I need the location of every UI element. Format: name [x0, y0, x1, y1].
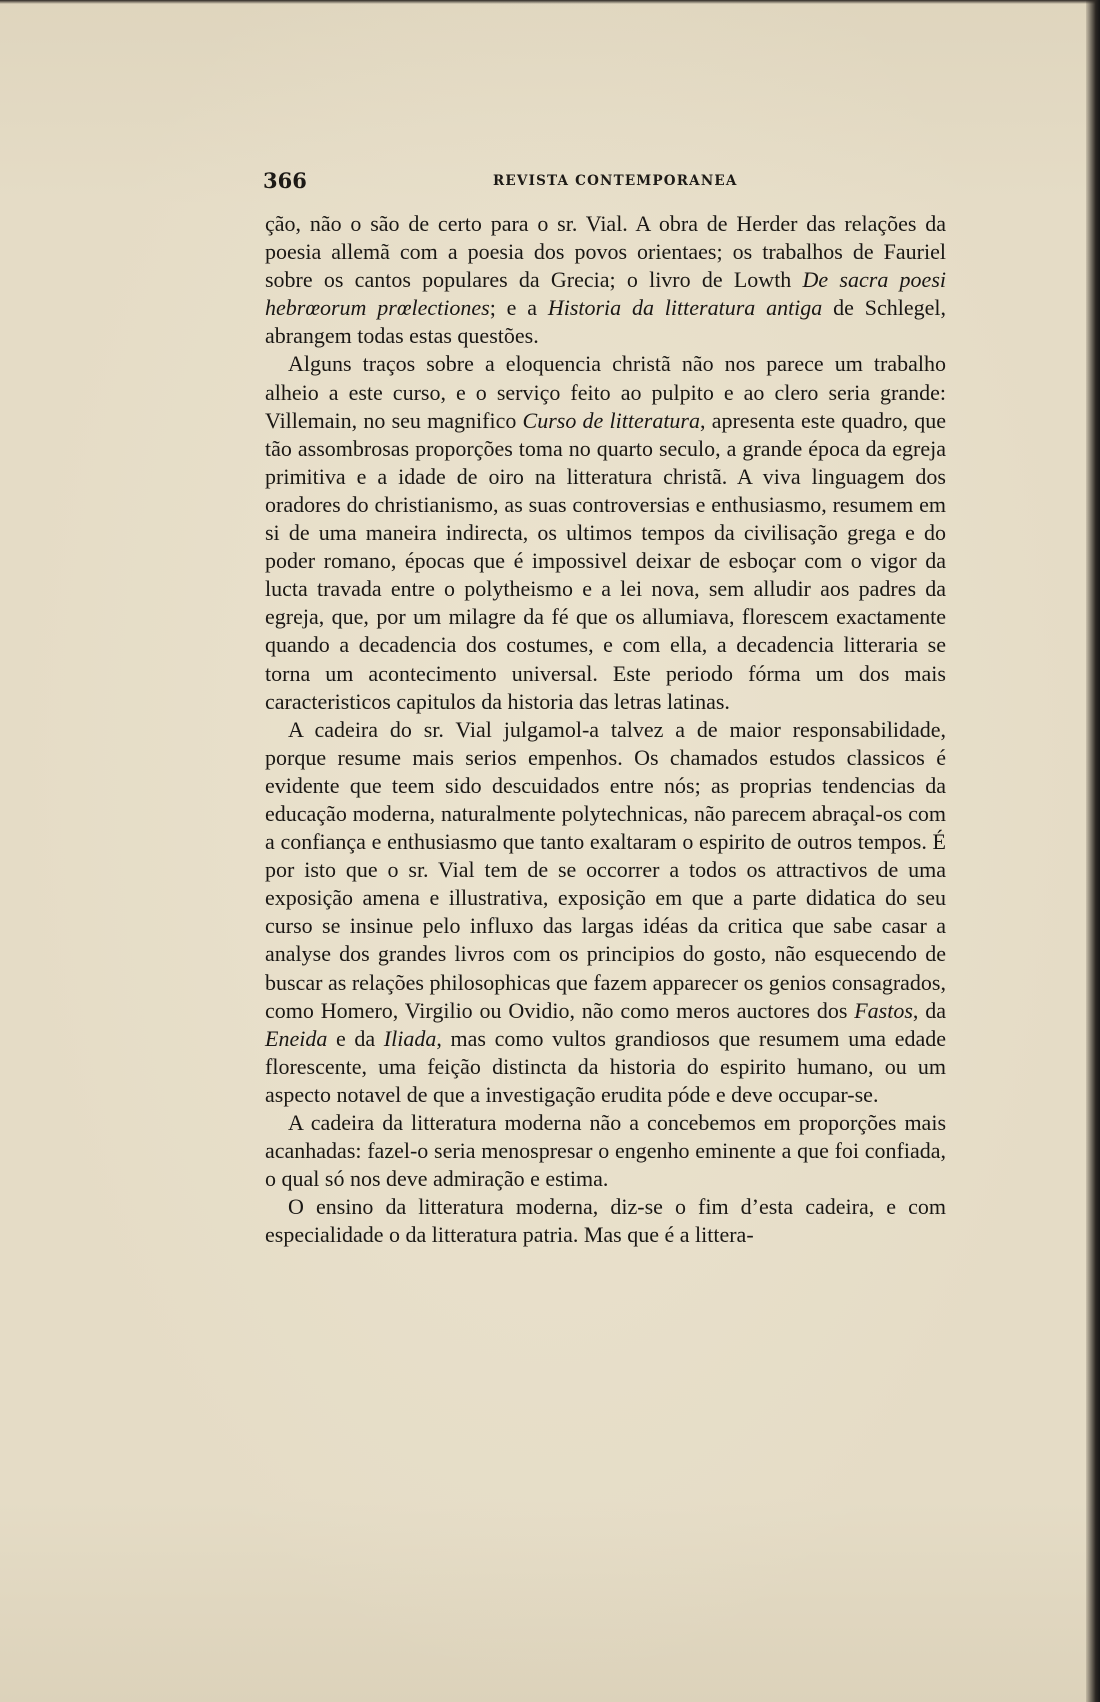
paragraph — [265, 350, 946, 715]
text-run: ção, não o são de certo para o sr. Vial. A obra de Herder das relações da poesia allemã com a poesia dos povos orientaes; os trabalhos de Fauriel sobre os cantos populares da Grecia; o livro de Lowth — [265, 211, 946, 293]
book-title-italic: Curso de litteratura — [522, 407, 700, 433]
book-title-italic: Historia da litteratura antiga — [547, 295, 823, 321]
page-number: 366 — [263, 168, 307, 193]
text-run: , da — [912, 997, 947, 1023]
body-text — [265, 210, 946, 1249]
text-run: de Schlegel, abrangem todas estas questões. — [265, 295, 946, 349]
book-title-italic: Eneida — [265, 1025, 328, 1051]
page-right-edge — [1086, 0, 1100, 1702]
text-run: Alguns traços sobre a eloquencia christã não nos parece um trabalho alheio a este curso, e o serviço feito ao pulpito e ao clero seria grande: Villemain, no seu magnifico — [265, 351, 946, 433]
text-run: A cadeira da litteratura moderna não a concebemos em proporções mais acanhadas: fazel-o seria menospresar o engenho eminente a que foi confiada, o qual só nos deve admiração e estima. — [265, 1110, 946, 1192]
text-run: O ensino da litteratura moderna, diz-se o fim d’esta cadeira, e com especialidade o da litteratura patria. Mas que é a littera- — [265, 1194, 946, 1248]
page-header — [263, 168, 949, 198]
book-title-italic: De sacra poesi hebrœorum prœlectiones — [265, 267, 946, 321]
paragraph — [265, 716, 946, 1109]
text-run: A cadeira do sr. Vial julgamol-a talvez a de maior responsabilidade, porque resume mais serios empenhos. Os chamados estudos classicos é evidente que teem sido descuidados entre nós; as proprias tendencias da educação moderna, naturalmente polytechnicas, não parecem abraçal-os com a confiança e enthusiasmo que tanto exaltaram o espirito de outros tempos. É por isto que o sr. Vial tem de se occorrer a todos os attractivos de uma exposição amena e illustrativa, exposição em que a parte didatica do seu curso se insinue pelo influxo das largas idéas da critica que sabe casar a analyse dos grandes livros com os principios do gosto, não esquecendo de buscar as relações philosophicas que fazem apparecer os genios consagrados, como Homero, Virgilio ou Ovidio, não como meros auctores dos — [265, 716, 946, 1023]
text-run: ; e a — [489, 295, 548, 321]
paragraph — [265, 1193, 946, 1249]
book-title-italic: Iliada — [383, 1025, 437, 1051]
book-title-italic: Fastos — [854, 997, 913, 1023]
text-run: , mas como vultos grandiosos que resumem uma edade florescente, uma feição distincta da historia do espirito humano, ou um aspecto notavel de que a investigação erudita póde e deve occupar-se. — [265, 1025, 947, 1107]
text-run: , apresenta este quadro, que tão assombrosas proporções toma no quarto seculo, a grande época da egreja primitiva e a idade de oiro na litteratura christã. A viva linguagem dos oradores do christianismo, as suas controversias e enthusiasmo, resumem em si de uma maneira indirecta, os ultimos tempos da civilisação grega e do poder romano, épocas que é impossivel deixar de esboçar com o vigor da lucta travada entre o polytheismo e a lei nova, sem alludir aos padres da egreja, que, por um milagre da fé que os allumiava, florescem exactamente quando a decadencia dos costumes, e com ella, a decadencia litteraria se torna um acontecimento universal. Este periodo fórma um dos mais caracteristicos capitulos da historia das letras latinas. — [265, 407, 946, 714]
page-top-edge — [0, 0, 1100, 4]
paragraph — [265, 1109, 946, 1193]
text-run: e da — [327, 1025, 384, 1051]
running-title: REVISTA CONTEMPORANEA — [493, 173, 738, 189]
paragraph — [265, 210, 946, 350]
